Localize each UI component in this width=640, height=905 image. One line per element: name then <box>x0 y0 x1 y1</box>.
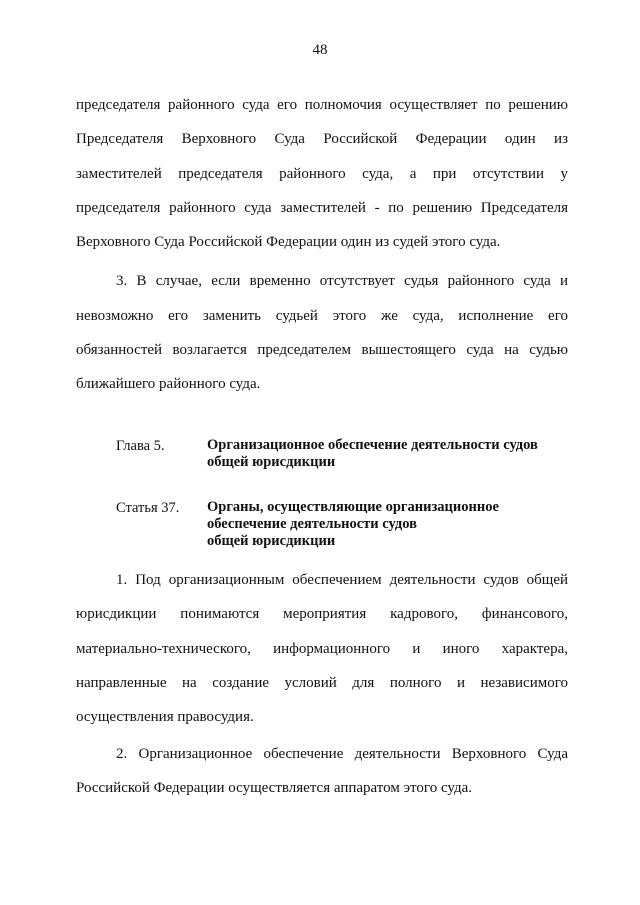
text-line: обязанностей возлагается председателем вышестоящего суда на судью <box>76 342 568 358</box>
page-number: 48 <box>312 42 328 58</box>
text-line: 2. Организационное обеспечение деятельности Верховного Суда <box>116 746 568 762</box>
chapter-title-line: общей юрисдикции <box>207 454 336 470</box>
text-line: Председателя Верховного Суда Российской Федерации один из <box>76 131 568 147</box>
article-title-line: Органы, осуществляющие организационное <box>207 499 499 515</box>
text-line: 3. В случае, если временно отсутствует судья районного суда и <box>116 273 568 289</box>
article-label: Статья 37. <box>116 500 180 516</box>
chapter-title <box>207 437 567 471</box>
chapter-label: Глава 5. <box>116 438 165 454</box>
chapter-title-line: Организационное обеспечение деятельности судов <box>207 437 538 453</box>
text-line: осуществления правосудия. <box>76 709 254 725</box>
article-title-line: общей юрисдикции <box>207 533 336 549</box>
text-line: невозможно его заменить судьей этого же суда, исполнение его <box>76 308 568 324</box>
text-line: председателя районного суда его полномочия осуществляет по решению <box>76 97 568 113</box>
article-title-line: обеспечение деятельности судов <box>207 516 417 532</box>
text-line: председателя районного суда заместителей - по решению Председателя <box>76 200 568 216</box>
article-title <box>207 499 567 550</box>
text-line: Российской Федерации осуществляется аппаратом этого суда. <box>76 780 472 796</box>
text-line: заместителей председателя районного суда, а при отсутствии у <box>76 166 568 182</box>
text-line: юрисдикции понимаются мероприятия кадрового, финансового, <box>76 606 568 622</box>
text-line: направленные на создание условий для полного и независимого <box>76 675 568 691</box>
text-line: материально-технического, информационного и иного характера, <box>76 641 568 657</box>
text-line: 1. Под организационным обеспечением деятельности судов общей <box>116 572 568 588</box>
text-line: ближайшего районного суда. <box>76 376 261 392</box>
text-line: Верховного Суда Российской Федерации один из судей этого суда. <box>76 234 501 250</box>
